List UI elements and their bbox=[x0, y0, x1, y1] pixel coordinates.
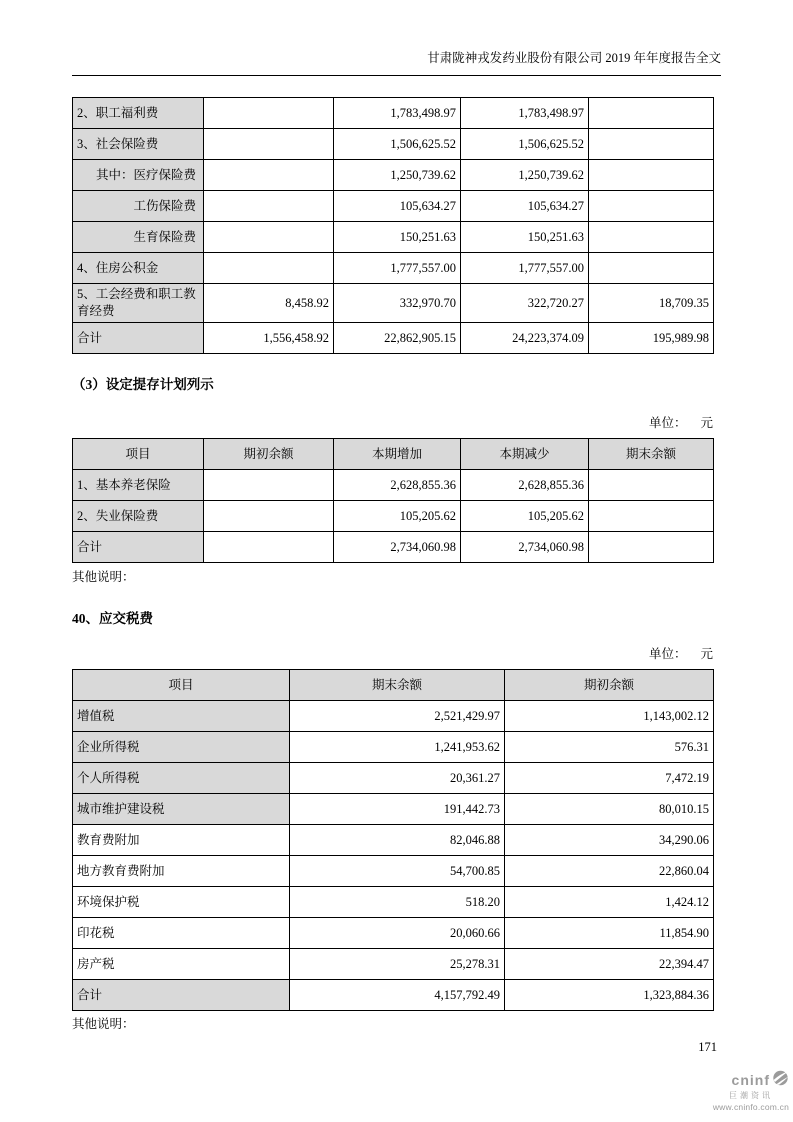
row-value-cell: 105,634.27 bbox=[461, 191, 589, 222]
defined-contribution-table bbox=[72, 438, 714, 563]
row-value-cell bbox=[589, 222, 714, 253]
row-value-cell bbox=[589, 253, 714, 284]
row-value-cell bbox=[204, 129, 334, 160]
row-value-cell bbox=[204, 470, 334, 501]
column-header: 期末余额 bbox=[589, 439, 714, 470]
row-value-cell: 2,628,855.36 bbox=[334, 470, 461, 501]
row-value-cell bbox=[589, 160, 714, 191]
row-value-cell: 1,143,002.12 bbox=[505, 701, 714, 732]
table-row bbox=[73, 323, 714, 354]
taxes-payable-table bbox=[72, 669, 714, 1011]
row-value-cell: 150,251.63 bbox=[461, 222, 589, 253]
row-value-cell: 2,734,060.98 bbox=[334, 532, 461, 563]
row-value-cell bbox=[204, 501, 334, 532]
table-row bbox=[73, 253, 714, 284]
row-value-cell bbox=[589, 129, 714, 160]
row-label-cell: 个人所得税 bbox=[73, 763, 290, 794]
row-value-cell: 34,290.06 bbox=[505, 825, 714, 856]
cninfo-cn-name: 巨潮资讯 bbox=[729, 1090, 773, 1100]
table-row bbox=[73, 763, 714, 794]
table-row bbox=[73, 129, 714, 160]
row-value-cell: 22,860.04 bbox=[505, 856, 714, 887]
row-value-cell: 1,323,884.36 bbox=[505, 980, 714, 1011]
unit-value: 元 bbox=[700, 416, 713, 430]
row-value-cell: 20,060.66 bbox=[290, 918, 505, 949]
row-value-cell bbox=[204, 222, 334, 253]
row-value-cell: 1,241,953.62 bbox=[290, 732, 505, 763]
table-row bbox=[73, 794, 714, 825]
row-label-cell: 3、社会保险费 bbox=[73, 129, 204, 160]
column-header: 项目 bbox=[73, 670, 290, 701]
table-row bbox=[73, 284, 714, 323]
row-label-cell: 1、基本养老保险 bbox=[73, 470, 204, 501]
row-value-cell: 2,521,429.97 bbox=[290, 701, 505, 732]
row-label-cell: 工伤保险费 bbox=[73, 191, 204, 222]
row-value-cell bbox=[589, 470, 714, 501]
table-row bbox=[73, 732, 714, 763]
cninfo-brand: cninf bbox=[731, 1071, 770, 1088]
row-value-cell: 25,278.31 bbox=[290, 949, 505, 980]
row-value-cell bbox=[589, 532, 714, 563]
section-taxes-payable-heading: 40、应交税费 bbox=[72, 611, 153, 626]
row-value-cell: 24,223,374.09 bbox=[461, 323, 589, 354]
row-label-cell: 增值税 bbox=[73, 701, 290, 732]
row-value-cell: 80,010.15 bbox=[505, 794, 714, 825]
row-value-cell bbox=[589, 98, 714, 129]
table-row bbox=[73, 501, 714, 532]
column-header: 期初余额 bbox=[204, 439, 334, 470]
column-header: 项目 bbox=[73, 439, 204, 470]
table-row bbox=[73, 222, 714, 253]
row-label-cell: 合计 bbox=[73, 323, 204, 354]
row-label-cell: 教育费附加 bbox=[73, 825, 290, 856]
row-value-cell: 105,634.27 bbox=[334, 191, 461, 222]
unit-value: 元 bbox=[700, 647, 713, 661]
table-row bbox=[73, 918, 714, 949]
row-value-cell: 82,046.88 bbox=[290, 825, 505, 856]
unit-label: 单位： bbox=[648, 647, 687, 661]
row-label-cell: 5、工会经费和职工教育经费 bbox=[73, 284, 204, 323]
table-row bbox=[73, 98, 714, 129]
row-value-cell: 322,720.27 bbox=[461, 284, 589, 323]
row-label-cell: 印花税 bbox=[73, 918, 290, 949]
row-value-cell bbox=[204, 191, 334, 222]
row-value-cell bbox=[589, 191, 714, 222]
row-label-cell: 企业所得税 bbox=[73, 732, 290, 763]
table-row bbox=[73, 701, 714, 732]
row-value-cell: 105,205.62 bbox=[334, 501, 461, 532]
row-label-cell: 生育保险费 bbox=[73, 222, 204, 253]
table-row bbox=[73, 856, 714, 887]
unit-line bbox=[72, 646, 713, 662]
doc-header bbox=[72, 50, 721, 76]
employee-benefits-table bbox=[72, 97, 714, 354]
row-value-cell: 1,250,739.62 bbox=[461, 160, 589, 191]
table-row bbox=[73, 470, 714, 501]
row-value-cell: 8,458.92 bbox=[204, 284, 334, 323]
row-value-cell: 1,424.12 bbox=[505, 887, 714, 918]
row-value-cell: 1,777,557.00 bbox=[334, 253, 461, 284]
other-notes-label: 其他说明： bbox=[72, 570, 135, 584]
column-header: 期初余额 bbox=[505, 670, 714, 701]
row-value-cell: 4,157,792.49 bbox=[290, 980, 505, 1011]
unit-line bbox=[72, 415, 713, 431]
row-label-cell: 合计 bbox=[73, 532, 204, 563]
row-value-cell: 1,777,557.00 bbox=[461, 253, 589, 284]
row-value-cell: 18,709.35 bbox=[589, 284, 714, 323]
table-header-row bbox=[73, 439, 714, 470]
row-label-cell: 环境保护税 bbox=[73, 887, 290, 918]
row-value-cell: 2,734,060.98 bbox=[461, 532, 589, 563]
row-value-cell: 22,862,905.15 bbox=[334, 323, 461, 354]
other-notes-label: 其他说明： bbox=[72, 1017, 135, 1031]
row-value-cell: 518.20 bbox=[290, 887, 505, 918]
row-label-cell: 其中：医疗保险费 bbox=[73, 160, 204, 191]
row-value-cell bbox=[204, 253, 334, 284]
table-row bbox=[73, 160, 714, 191]
row-value-cell: 191,442.73 bbox=[290, 794, 505, 825]
row-value-cell: 20,361.27 bbox=[290, 763, 505, 794]
cninfo-swirl-icon bbox=[772, 1070, 789, 1090]
row-value-cell: 1,506,625.52 bbox=[461, 129, 589, 160]
row-value-cell: 1,506,625.52 bbox=[334, 129, 461, 160]
row-value-cell: 11,854.90 bbox=[505, 918, 714, 949]
row-label-cell: 2、职工福利费 bbox=[73, 98, 204, 129]
row-value-cell: 332,970.70 bbox=[334, 284, 461, 323]
row-value-cell: 1,783,498.97 bbox=[334, 98, 461, 129]
row-value-cell bbox=[204, 532, 334, 563]
cninfo-url: www.cninfo.com.cn bbox=[712, 1101, 789, 1112]
table-row bbox=[73, 825, 714, 856]
row-label-cell: 合计 bbox=[73, 980, 290, 1011]
row-label-cell: 2、失业保险费 bbox=[73, 501, 204, 532]
column-header: 本期减少 bbox=[461, 439, 589, 470]
table-row bbox=[73, 980, 714, 1011]
table-row bbox=[73, 191, 714, 222]
row-value-cell: 2,628,855.36 bbox=[461, 470, 589, 501]
row-value-cell: 22,394.47 bbox=[505, 949, 714, 980]
row-label-cell: 房产税 bbox=[73, 949, 290, 980]
table-row bbox=[73, 949, 714, 980]
row-value-cell: 576.31 bbox=[505, 732, 714, 763]
doc-header-title: 甘肃陇神戎发药业股份有限公司 2019 年年度报告全文 bbox=[427, 51, 721, 65]
table-row bbox=[73, 887, 714, 918]
row-value-cell: 150,251.63 bbox=[334, 222, 461, 253]
table-row bbox=[73, 532, 714, 563]
row-value-cell: 1,783,498.97 bbox=[461, 98, 589, 129]
unit-label: 单位： bbox=[648, 416, 687, 430]
row-value-cell: 54,700.85 bbox=[290, 856, 505, 887]
row-label-cell: 地方教育费附加 bbox=[73, 856, 290, 887]
section-defined-contribution-heading: （3）设定提存计划列示 bbox=[72, 377, 214, 392]
row-label-cell: 4、住房公积金 bbox=[73, 253, 204, 284]
page-number: 171 bbox=[698, 1040, 717, 1054]
column-header: 期末余额 bbox=[290, 670, 505, 701]
row-label-cell: 城市维护建设税 bbox=[73, 794, 290, 825]
row-value-cell: 105,205.62 bbox=[461, 501, 589, 532]
row-value-cell: 195,989.98 bbox=[589, 323, 714, 354]
row-value-cell bbox=[589, 501, 714, 532]
row-value-cell: 1,556,458.92 bbox=[204, 323, 334, 354]
table-header-row bbox=[73, 670, 714, 701]
row-value-cell: 1,250,739.62 bbox=[334, 160, 461, 191]
row-value-cell bbox=[204, 98, 334, 129]
cninfo-logo bbox=[703, 1070, 789, 1112]
row-value-cell: 7,472.19 bbox=[505, 763, 714, 794]
row-value-cell bbox=[204, 160, 334, 191]
column-header: 本期增加 bbox=[334, 439, 461, 470]
